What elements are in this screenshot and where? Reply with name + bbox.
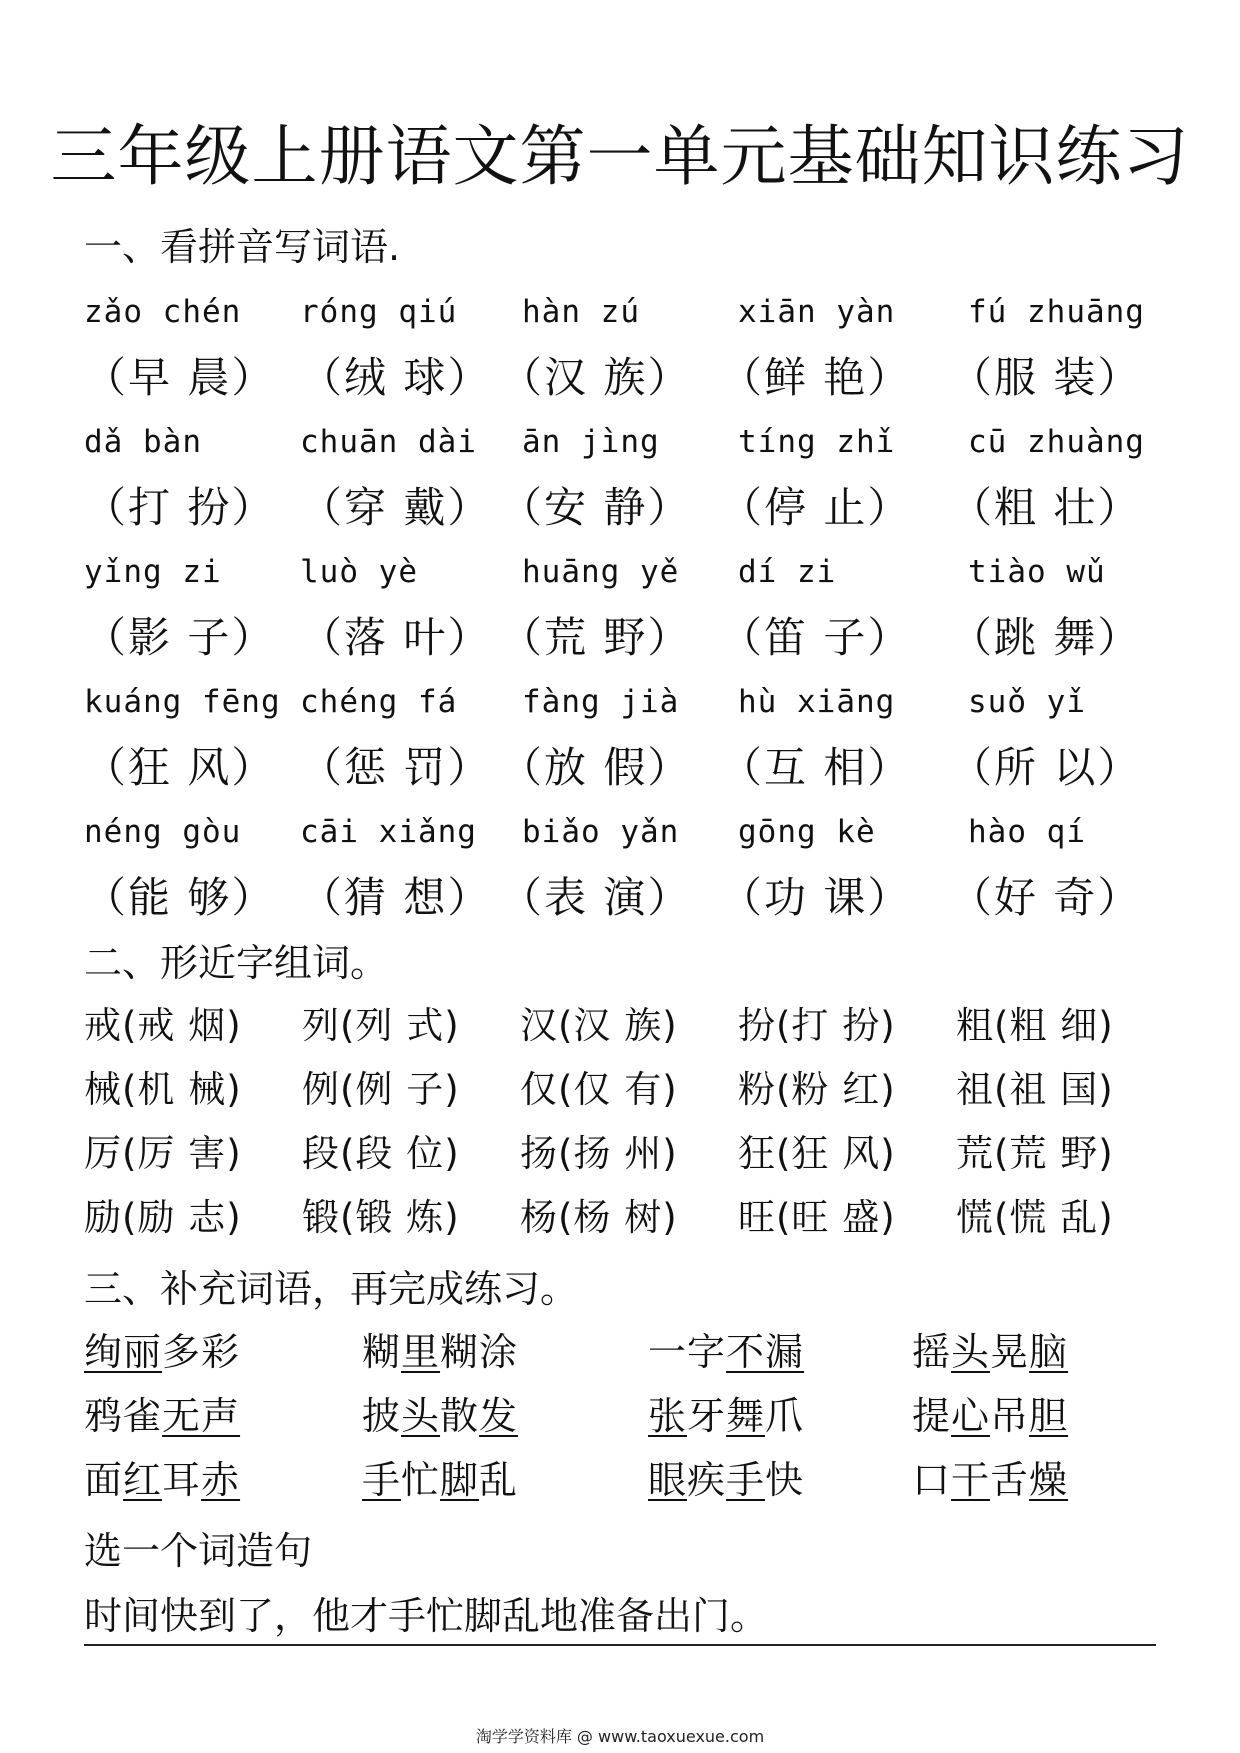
hanzi-answer: （鲜 艳）	[720, 353, 912, 402]
hanzi-answer: （服 装）	[950, 353, 1142, 402]
pinyin-row	[0, 290, 1240, 350]
word-group: 汉(汉 族)	[520, 1004, 678, 1047]
idiom: 一字不漏	[648, 1330, 805, 1374]
hanzi-answer: （落 叶）	[300, 613, 492, 662]
pinyin-text: xiān yàn	[738, 294, 896, 330]
word-group: 厉(厉 害)	[84, 1132, 242, 1175]
hanzi-answer: （荒 野）	[500, 613, 692, 662]
hanzi-answer: （惩 罚）	[300, 743, 492, 792]
idiom-row	[0, 1390, 1240, 1450]
hanzi-answer: （跳 舞）	[950, 613, 1142, 662]
idiom: 张牙舞爪	[648, 1394, 805, 1438]
pinyin-text: biǎo yǎn	[522, 814, 680, 850]
idiom: 鸦雀无声	[84, 1394, 241, 1438]
word-group: 扮(打 扮)	[738, 1004, 896, 1047]
word-group: 粉(粉 红)	[738, 1068, 896, 1111]
word-group: 杨(杨 树)	[520, 1196, 678, 1239]
pinyin-row	[0, 810, 1240, 870]
pinyin-text: cū zhuàng	[968, 424, 1145, 460]
hanzi-answer: （好 奇）	[950, 873, 1142, 922]
hanzi-answer: （停 止）	[720, 483, 912, 532]
word-group-row	[0, 1128, 1240, 1188]
footer-watermark: 淘学学资料库 @ www.taoxuexue.com	[475, 1727, 765, 1746]
word-group: 例(例 子)	[302, 1068, 460, 1111]
pinyin-text: hàn zú	[522, 294, 640, 330]
word-group: 扬(扬 州)	[520, 1132, 678, 1175]
pinyin-text: suǒ yǐ	[968, 684, 1086, 720]
word-group: 列(列 式)	[302, 1004, 460, 1047]
idiom: 口干舌燥	[912, 1458, 1069, 1502]
pinyin-text: gōng kè	[738, 814, 876, 850]
hanzi-row	[0, 350, 1240, 410]
pinyin-text: cāi xiǎng	[300, 814, 477, 850]
section-1-heading: 一、看拼音写词语.	[84, 225, 401, 269]
pinyin-text: hào qí	[968, 814, 1086, 850]
pinyin-row	[0, 550, 1240, 610]
pinyin-text: tiào wǔ	[968, 554, 1106, 590]
hanzi-answer: （表 演）	[500, 873, 692, 922]
idiom: 披头散发	[362, 1394, 519, 1438]
hanzi-answer: （安 静）	[500, 483, 692, 532]
sentence-prompt: 选一个词造句	[84, 1529, 313, 1573]
pinyin-row	[0, 420, 1240, 480]
pinyin-text: néng gòu	[84, 814, 242, 850]
word-group: 仅(仅 有)	[520, 1068, 678, 1111]
word-group: 励(励 志)	[84, 1196, 242, 1239]
pinyin-row	[0, 680, 1240, 740]
hanzi-answer: （互 相）	[720, 743, 912, 792]
page-title: 三年级上册语文第一单元基础知识练习	[50, 118, 1190, 195]
word-group: 粗(粗 细)	[956, 1004, 1114, 1047]
hanzi-answer: （所 以）	[950, 743, 1142, 792]
hanzi-answer: （穿 戴）	[300, 483, 492, 532]
pinyin-text: róng qiú	[300, 294, 458, 330]
word-group: 戒(戒 烟)	[84, 1004, 242, 1047]
hanzi-answer: （粗 壮）	[950, 483, 1142, 532]
hanzi-row	[0, 480, 1240, 540]
pinyin-text: chuān dài	[300, 424, 477, 460]
hanzi-answer: （狂 风）	[84, 743, 276, 792]
hanzi-answer: （打 扮）	[84, 483, 276, 532]
idiom: 绚丽多彩	[84, 1330, 241, 1374]
pinyin-text: chéng fá	[300, 684, 458, 720]
word-group-row	[0, 1192, 1240, 1252]
hanzi-answer: （能 够）	[84, 873, 276, 922]
pinyin-text: tíng zhǐ	[738, 424, 896, 460]
pinyin-text: kuáng fēng	[84, 684, 281, 720]
idiom-row	[0, 1454, 1240, 1514]
idiom: 摇头晃脑	[912, 1330, 1069, 1374]
word-group: 狂(狂 风)	[738, 1132, 896, 1175]
word-group-row	[0, 1000, 1240, 1060]
hanzi-answer: （笛 子）	[720, 613, 912, 662]
pinyin-text: fàng jià	[522, 684, 680, 720]
pinyin-text: dǎ bàn	[84, 424, 202, 460]
word-group-row	[0, 1064, 1240, 1124]
word-group: 旺(旺 盛)	[738, 1196, 896, 1239]
section-2-heading: 二、形近字组词。	[84, 941, 389, 985]
idiom: 手忙脚乱	[362, 1458, 519, 1502]
hanzi-answer: （早 晨）	[84, 353, 276, 402]
idiom: 眼疾手快	[648, 1458, 805, 1502]
hanzi-answer: （功 课）	[720, 873, 912, 922]
hanzi-answer: （汉 族）	[500, 353, 692, 402]
pinyin-text: fú zhuāng	[968, 294, 1145, 330]
word-group: 荒(荒 野)	[956, 1132, 1114, 1175]
word-group: 械(机 械)	[84, 1068, 242, 1111]
hanzi-answer: （猜 想）	[300, 873, 492, 922]
pinyin-text: hù xiāng	[738, 684, 896, 720]
pinyin-text: huāng yě	[522, 554, 680, 590]
idiom: 提心吊胆	[912, 1394, 1069, 1438]
idiom: 糊里糊涂	[362, 1330, 519, 1374]
pinyin-text: ān jìng	[522, 424, 660, 460]
idiom-row	[0, 1326, 1240, 1386]
hanzi-row	[0, 610, 1240, 670]
idiom: 面红耳赤	[84, 1458, 241, 1502]
hanzi-row	[0, 870, 1240, 930]
hanzi-answer: （绒 球）	[300, 353, 492, 402]
hanzi-row	[0, 740, 1240, 800]
sentence-answer: 时间快到了，他才手忙脚乱地准备出门。	[84, 1590, 1156, 1646]
word-group: 段(段 位)	[302, 1132, 460, 1175]
word-group: 锻(锻 炼)	[302, 1196, 460, 1239]
hanzi-answer: （影 子）	[84, 613, 276, 662]
hanzi-answer: （放 假）	[500, 743, 692, 792]
pinyin-text: zǎo chén	[84, 294, 242, 330]
word-group: 祖(祖 国)	[956, 1068, 1114, 1111]
word-group: 慌(慌 乱)	[956, 1196, 1114, 1239]
pinyin-text: yǐng zi	[84, 554, 222, 590]
pinyin-text: luò yè	[300, 554, 418, 590]
section-3-heading: 三、补充词语，再完成练习。	[84, 1267, 579, 1311]
pinyin-text: dí zi	[738, 554, 837, 590]
